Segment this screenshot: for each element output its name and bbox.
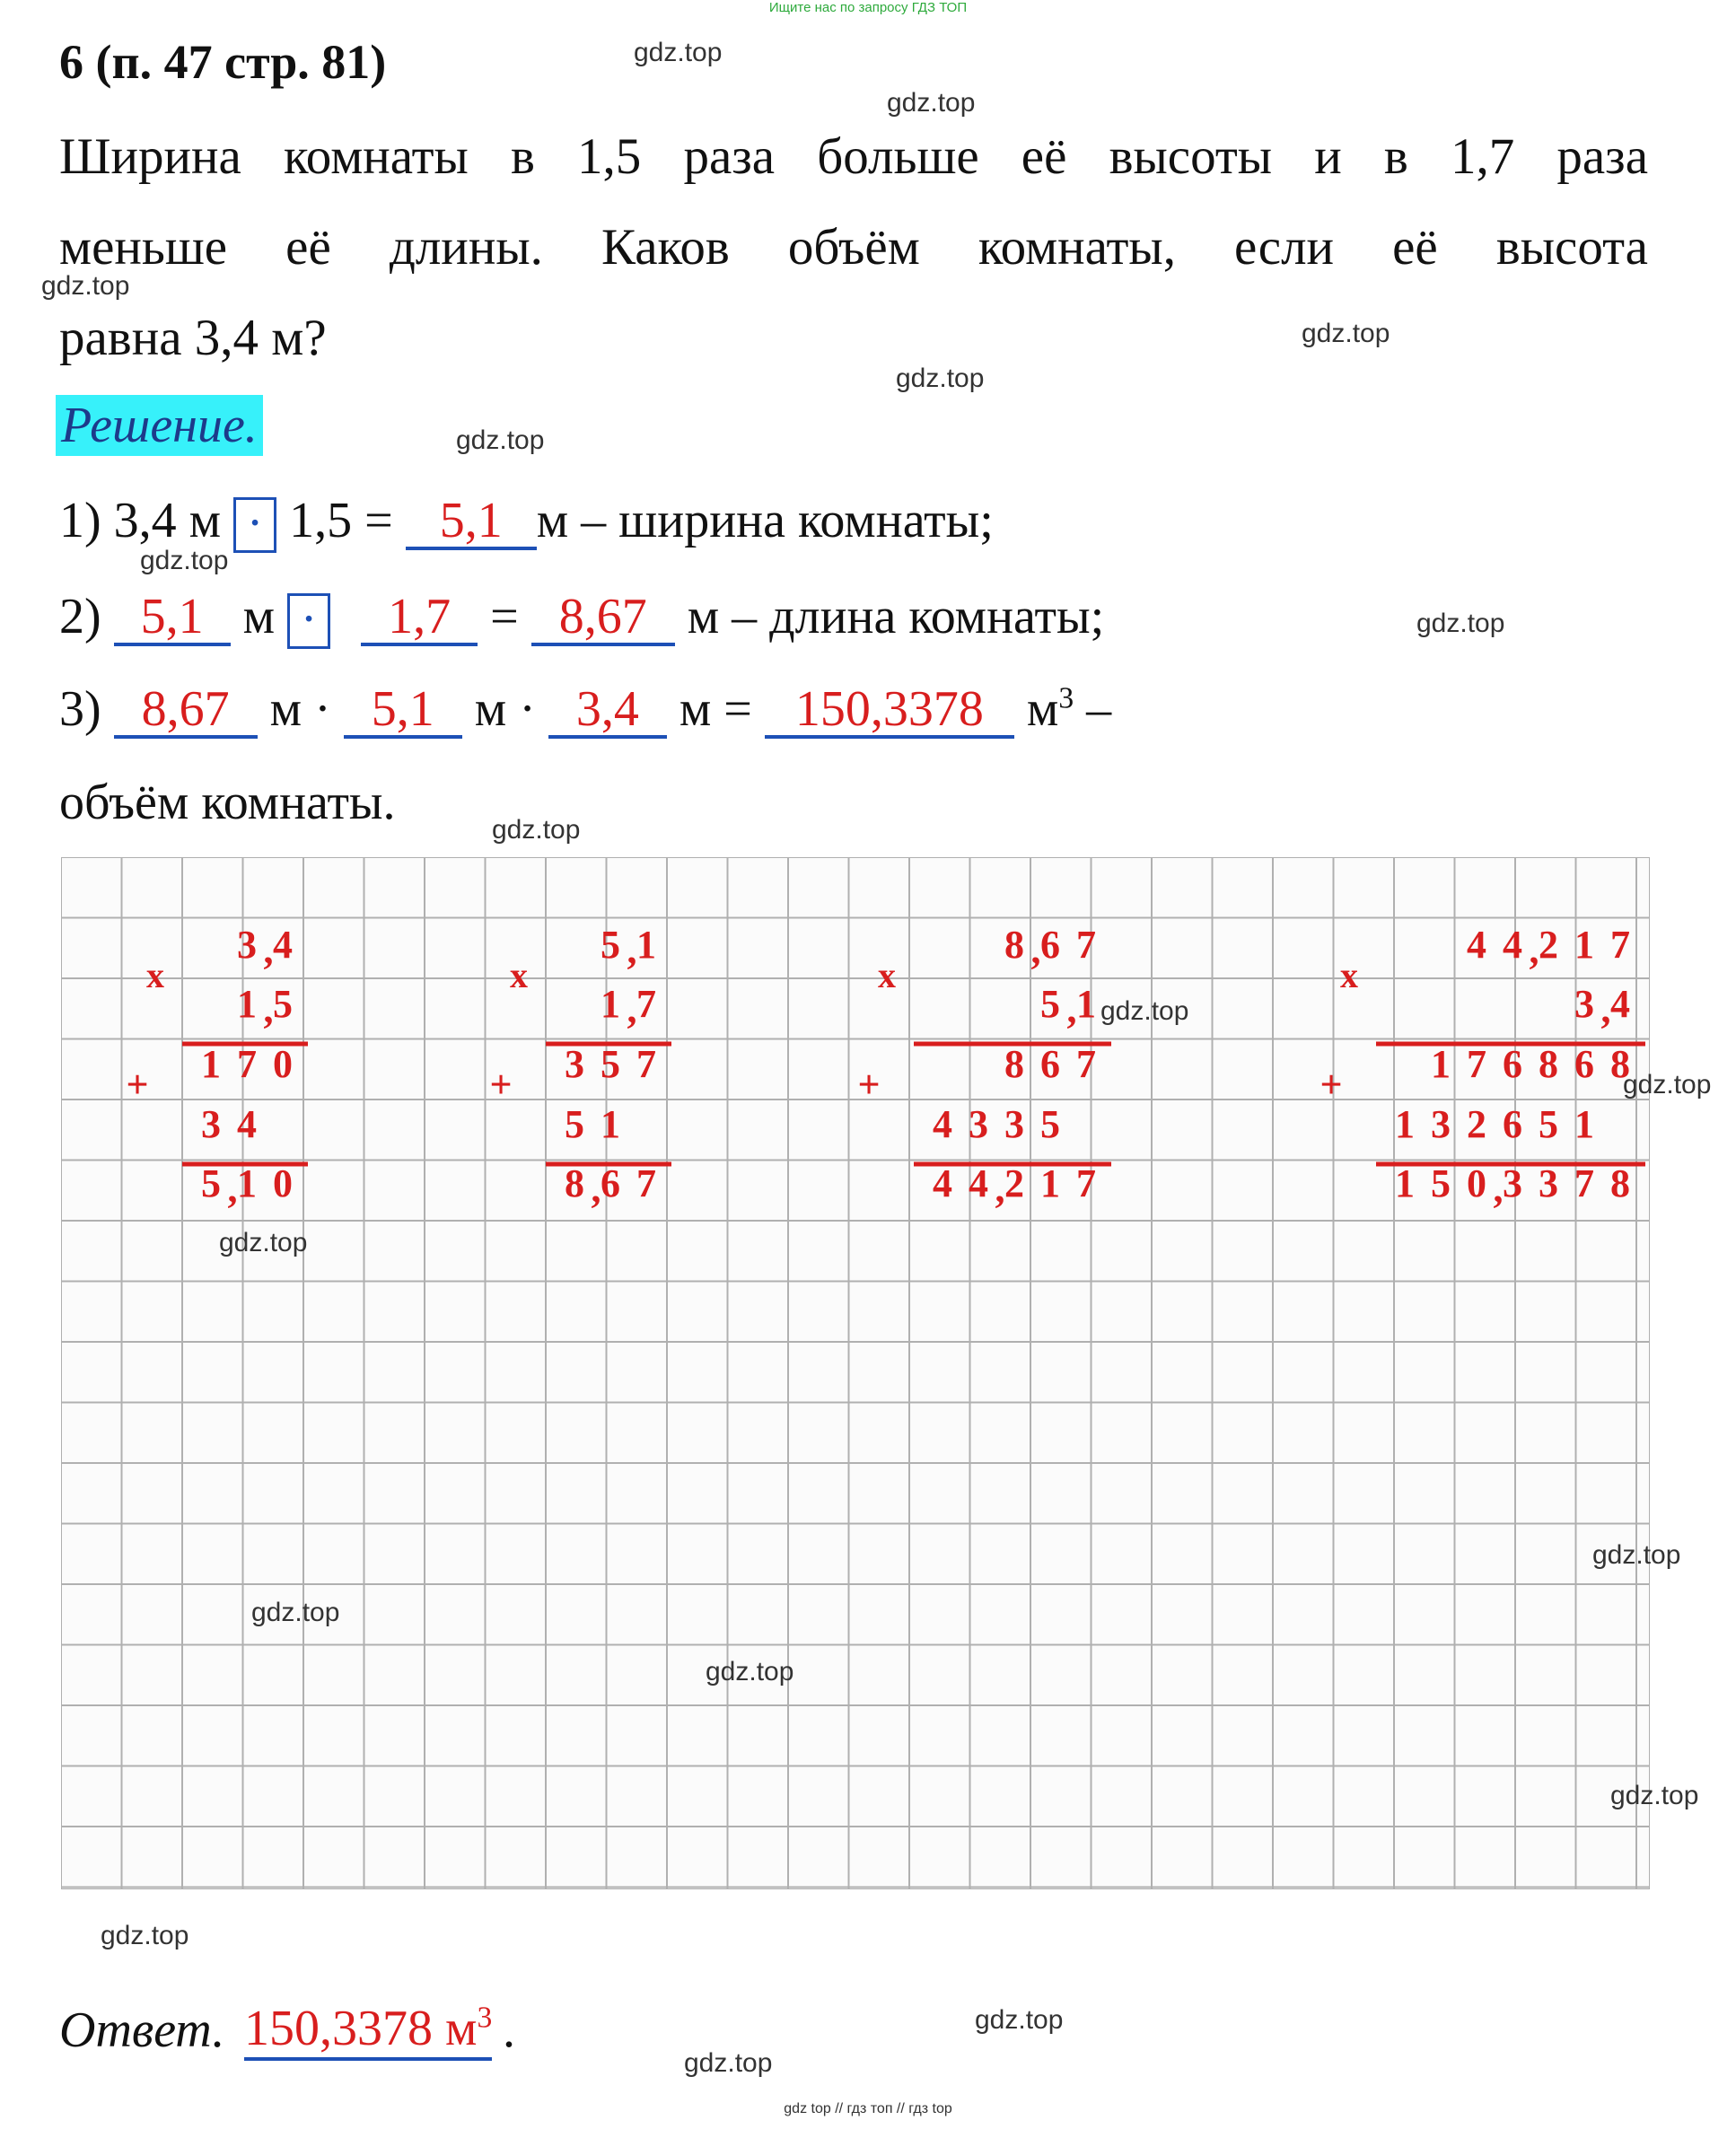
task-text-line-2: меньше её длины. Каков объём комнаты, если её высота <box>59 219 1648 276</box>
calc-digit: 2 <box>1467 1102 1486 1146</box>
step-3-desc: объём комнаты. <box>59 775 396 830</box>
calc-multiply-sign: x <box>878 955 896 995</box>
calc-comma: , <box>1066 987 1077 1031</box>
step-1 <box>59 492 994 553</box>
step-2-a: 5,1 <box>114 591 231 646</box>
calc-digit: 7 <box>636 1042 656 1086</box>
answer-value: 150,3378 $м^3$ <box>244 2000 492 2061</box>
watermark: gdz.top <box>1100 996 1189 1026</box>
calc-digit: 5 <box>201 1161 221 1205</box>
calc-digit: 5 <box>565 1102 584 1146</box>
calc-digit: 7 <box>1076 1042 1096 1086</box>
calc-digit: 7 <box>1076 923 1096 967</box>
task-text-line-3: равна 3,4 м? <box>59 310 327 366</box>
calc-comma: , <box>627 987 637 1031</box>
calc-digit: 3 <box>1004 1102 1024 1146</box>
calc-digit: 4 <box>1610 982 1630 1026</box>
search-hint: Ищите нас по запросу ГДЗ ТОП <box>768 0 968 15</box>
calc-digit: 8 <box>565 1161 584 1205</box>
watermark: gdz.top <box>1416 609 1505 638</box>
calc-digit: 2 <box>1004 1161 1024 1205</box>
solution-label: Решение. <box>56 395 263 456</box>
calc-comma: , <box>263 928 274 972</box>
watermark: gdz.top <box>1592 1540 1681 1570</box>
calc-multiply-sign: x <box>510 955 528 995</box>
step-2-desc: – длина комнаты; <box>732 589 1105 644</box>
step-1-num: 1) <box>59 493 101 548</box>
step-1-result: 5,1 <box>406 495 537 550</box>
footer-note: gdz top // гдз топ // гдз top <box>784 2101 952 2116</box>
calc-digit: 3 <box>1539 1161 1558 1205</box>
watermark: gdz.top <box>684 2048 773 2078</box>
grid-frame <box>61 857 1650 1889</box>
calc-plus-sign: + <box>126 1063 149 1107</box>
watermark: gdz.top <box>1302 319 1390 348</box>
step-2-b: 1,7 <box>361 591 478 646</box>
calc-digit: 1 <box>237 982 257 1026</box>
calc-comma: , <box>1493 1167 1504 1211</box>
watermark: gdz.top <box>219 1228 308 1257</box>
step-3-b: 5,1 <box>344 683 462 739</box>
step-3 <box>59 680 1111 739</box>
calc-digit: 2 <box>1539 923 1558 967</box>
task-text-line-1: Ширина комнаты в 1,5 раза больше её высоты и в 1,7 раза <box>59 128 1648 185</box>
calc-digit: 7 <box>636 1161 656 1205</box>
calc-digit: 6 <box>1040 1042 1060 1086</box>
multiply-box: · <box>287 593 330 649</box>
watermark: gdz.top <box>1623 1070 1712 1100</box>
calc-digit: 4 <box>933 1161 952 1205</box>
calc-digit: 1 <box>1574 1102 1594 1146</box>
calc-digit: 8 <box>1539 1042 1558 1086</box>
watermark: gdz.top <box>706 1657 794 1687</box>
calc-digit: 1 <box>1395 1102 1415 1146</box>
watermark: gdz.top <box>492 815 581 845</box>
step-3-b-unit: м · <box>474 681 536 737</box>
calc-comma: , <box>1030 928 1041 972</box>
calc-comma: , <box>591 1167 601 1211</box>
calc-digit: 1 <box>1395 1161 1415 1205</box>
squared-paper-calculations <box>61 857 1650 1889</box>
calc-digit: 4 <box>273 923 293 967</box>
calc-digit: 1 <box>601 1102 620 1146</box>
step-3-c-unit: м = <box>679 681 752 737</box>
calc-digit: 1 <box>1076 982 1096 1026</box>
step-2-num: 2) <box>59 589 101 644</box>
calc-digit: 4 <box>237 1102 257 1146</box>
step-3-result: 150,3378 <box>765 683 1014 739</box>
calc-digit: 8 <box>1610 1161 1630 1205</box>
step-3-c: 3,4 <box>548 683 667 739</box>
step-3-a: 8,67 <box>114 683 258 739</box>
calc-plus-sign: + <box>1320 1063 1343 1107</box>
calc-digit: 7 <box>1467 1042 1486 1086</box>
calc-digit: 0 <box>1467 1161 1486 1205</box>
calc-digit: 6 <box>601 1161 620 1205</box>
calc-comma: , <box>995 1167 1005 1211</box>
step-3-a-unit: м · <box>269 681 331 737</box>
watermark: gdz.top <box>975 2005 1064 2035</box>
watermark: gdz.top <box>41 271 130 301</box>
calc-digit: 4 <box>969 1161 988 1205</box>
calc-digit: 1 <box>1574 923 1594 967</box>
calc-digit: 5 <box>1431 1161 1451 1205</box>
watermark: gdz.top <box>896 364 985 393</box>
calc-digit: 0 <box>273 1161 293 1205</box>
calc-digit: 1 <box>1431 1042 1451 1086</box>
calc-multiply-sign: x <box>146 955 164 995</box>
step-2-result: 8,67 <box>531 591 675 646</box>
watermark: gdz.top <box>251 1598 340 1627</box>
calc-digit: 5 <box>1040 982 1060 1026</box>
step-2-a-unit: м <box>242 589 276 644</box>
calc-digit: 3 <box>1431 1102 1451 1146</box>
watermark: gdz.top <box>1610 1781 1699 1810</box>
step-2-eq: = <box>490 589 519 644</box>
calc-digit: 7 <box>1574 1161 1594 1205</box>
calc-multiply-sign: x <box>1340 955 1358 995</box>
calc-digit: 6 <box>1040 923 1060 967</box>
calc-digit: 5 <box>1040 1102 1060 1146</box>
calc-digit: 5 <box>601 923 620 967</box>
calc-comma: , <box>227 1167 238 1211</box>
calc-digit: 3 <box>1503 1161 1522 1205</box>
watermark: gdz.top <box>140 546 229 575</box>
step-3-num: 3) <box>59 681 101 737</box>
calc-digit: 3 <box>1574 982 1594 1026</box>
step-2 <box>59 588 1104 649</box>
step-1-desc: – ширина комнаты; <box>581 493 994 548</box>
calc-plus-sign: + <box>489 1063 513 1107</box>
calc-digit: 3 <box>201 1102 221 1146</box>
task-title: 6 (п. 47 стр. 81) <box>59 35 387 89</box>
calc-digit: 8 <box>1610 1042 1630 1086</box>
step-2-unit: м <box>687 589 720 644</box>
calc-digit: 7 <box>1610 923 1630 967</box>
calc-digit: 4 <box>1503 923 1522 967</box>
calc-digit: 3 <box>969 1102 988 1146</box>
calc-digit: 3 <box>565 1042 584 1086</box>
step-1-a: 3,4 м <box>113 493 222 548</box>
step-3-dash: – <box>1086 681 1112 737</box>
calc-digit: 3 <box>237 923 257 967</box>
watermark: gdz.top <box>887 88 976 118</box>
calc-digit: 8 <box>1004 923 1024 967</box>
calc-digit: 1 <box>601 982 620 1026</box>
step-1-b: 1,5 = <box>289 493 393 548</box>
answer-end: . <box>503 2002 515 2058</box>
calc-digit: 6 <box>1503 1102 1522 1146</box>
calc-digit: 0 <box>273 1042 293 1086</box>
calc-comma: , <box>627 928 637 972</box>
calc-digit: 1 <box>201 1042 221 1086</box>
calc-digit: 8 <box>1004 1042 1024 1086</box>
calc-digit: 5 <box>273 982 293 1026</box>
watermark: gdz.top <box>456 425 545 455</box>
calc-comma: , <box>1600 987 1611 1031</box>
calc-digit: 7 <box>1076 1161 1096 1205</box>
answer-label: Ответ. <box>59 2002 225 2058</box>
calc-digit: 1 <box>1040 1161 1060 1205</box>
calc-digit: 6 <box>1503 1042 1522 1086</box>
calc-digit: 1 <box>237 1161 257 1205</box>
multiply-box: · <box>233 497 276 553</box>
calc-digit: 5 <box>601 1042 620 1086</box>
calc-plus-sign: + <box>857 1063 881 1107</box>
watermark: gdz.top <box>634 38 723 67</box>
calc-digit: 6 <box>1574 1042 1594 1086</box>
calc-comma: , <box>263 987 274 1031</box>
calc-digit: 4 <box>1467 923 1486 967</box>
calc-digit: 1 <box>636 923 656 967</box>
watermark: gdz.top <box>101 1921 189 1950</box>
calc-digit: 5 <box>1539 1102 1558 1146</box>
calc-comma: , <box>1529 928 1539 972</box>
calc-digit: 7 <box>636 982 656 1026</box>
step-1-unit: м <box>536 493 569 548</box>
step-3-unit: $м^3$ <box>1026 681 1074 737</box>
calc-digit: 4 <box>933 1102 952 1146</box>
calc-digit: 7 <box>237 1042 257 1086</box>
